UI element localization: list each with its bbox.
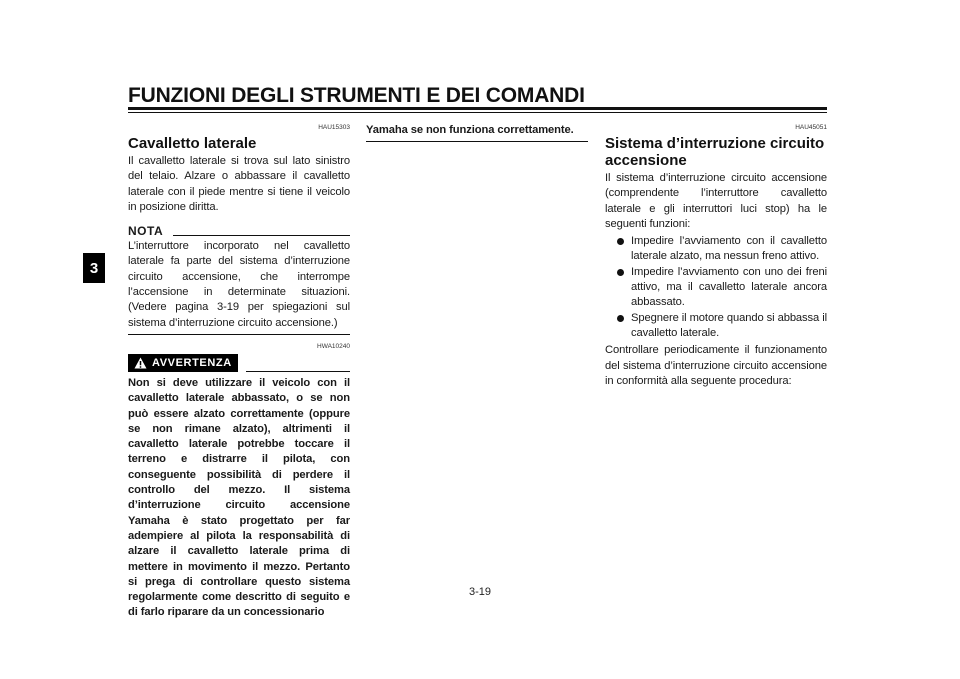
warning-badge bbox=[128, 354, 238, 372]
note-rule bbox=[173, 235, 350, 236]
warning-end-rule bbox=[366, 141, 588, 142]
warning-text: Non si deve utilizzare il veicolo con il cavalletto laterale abbassato, o se non può essere alzato correttamente (oppure se non rimane alzato), altrimenti il cavalletto laterale potrebbe toccare il terreno e distrarre il pilota, con conseguente possibilità di perdere il controllo del mezzo. Il sistema d’interruzione circuito accensione Yamaha è stato progettato per far adempiere al pilota la responsabilità di alzare il cavalletto laterale prima di mettere in movimento il mezzo. Pertanto si prega di controllare questo sistema regolarmente come descritto di seguito e di farlo riparare da un concessionario bbox=[128, 376, 350, 619]
bullet-icon bbox=[617, 315, 624, 322]
page-number: 3-19 bbox=[468, 586, 492, 598]
bullet-icon bbox=[617, 238, 624, 245]
list-item: Spegnere il motore quando si abbassa il cavalletto laterale. bbox=[605, 311, 827, 342]
header-rule-thin bbox=[128, 112, 827, 113]
header-rule-thick bbox=[128, 107, 827, 110]
page-header-title: FUNZIONI DEGLI STRUMENTI E DEI COMANDI bbox=[128, 84, 585, 107]
section-code: HAU45051 bbox=[795, 124, 827, 131]
section-code: HAU15303 bbox=[318, 124, 350, 131]
list-item: Impedire l’avviamento con il cavalletto laterale alzato, ma nessun freno attivo. bbox=[605, 234, 827, 265]
middle-column bbox=[366, 123, 588, 142]
function-list bbox=[605, 234, 827, 341]
warning-rule bbox=[246, 371, 350, 372]
bullet-icon bbox=[617, 269, 624, 276]
note-end-rule bbox=[128, 334, 350, 335]
warning-continuation: Yamaha se non funziona correttamente. bbox=[366, 124, 574, 136]
warning-heading bbox=[128, 354, 350, 372]
list-item: Impedire l’avviamento con uno dei freni attivo, ma il cavalletto laterale ancora abbassato. bbox=[605, 265, 827, 311]
section-title-ignition-cutoff: Sistema d’interruzione circuito accensione bbox=[605, 135, 825, 169]
ignition-cutoff-intro: Il sistema d’interruzione circuito accensione (comprendente l’interruttore cavalletto laterale e gli interruttori luci stop) ha le seguenti funzioni: bbox=[605, 172, 827, 230]
right-column bbox=[605, 123, 827, 389]
note-label: NOTA bbox=[128, 224, 164, 239]
side-stand-intro: Il cavalletto laterale si trova sul lato sinistro del telaio. Alzare o abbassare il cavalletto laterale con il piede mentre si tiene il veicolo in posizione diritta. bbox=[128, 155, 350, 213]
note-heading bbox=[128, 223, 350, 238]
warning-code: HWA10240 bbox=[317, 342, 350, 350]
left-column bbox=[128, 123, 350, 621]
ignition-cutoff-outro: Controllare periodicamente il funzionamento del sistema d’interruzione circuito accensione in conformità alla seguente procedura: bbox=[605, 344, 827, 387]
section-title-side-stand: Cavalletto laterale bbox=[128, 135, 257, 152]
warning-triangle-icon bbox=[134, 357, 147, 369]
warning-label: AVVERTENZA bbox=[152, 356, 232, 369]
note-text: L’interruttore incorporato nel cavalletto laterale fa parte del sistema d’interruzione circuito accensione, che interrompe l’accensione in determinate situazioni. (Vedere pagina 3-19 per spiegazioni sul sistema d’interruzione circuito accensione.) bbox=[128, 240, 350, 329]
chapter-tab: 3 bbox=[83, 253, 105, 283]
